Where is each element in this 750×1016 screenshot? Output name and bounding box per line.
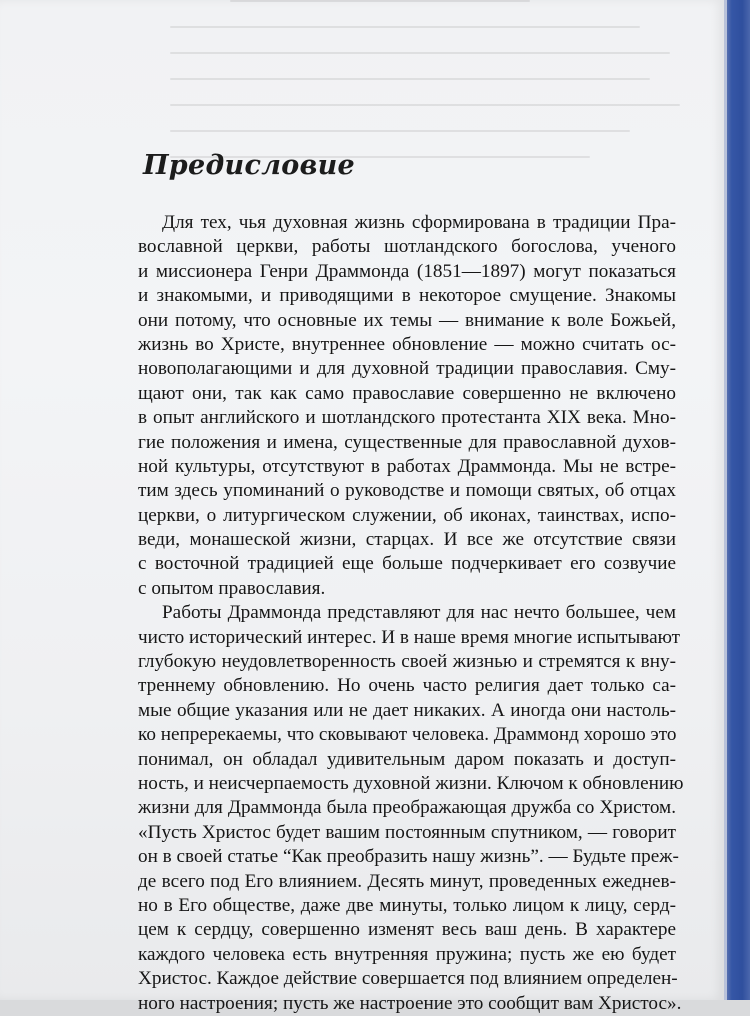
- text-line: треннему обновлению. Но очень часто религия дает только са-: [138, 675, 676, 697]
- body-text: [138, 211, 684, 1016]
- text-line: «Пусть Христос будет вашим постоянным спутником, — говорит: [138, 821, 676, 843]
- text-line: ко непререкаемы, что сковывают человека. Драммонд хорошо это: [138, 724, 677, 746]
- text-line: мые общие указания или не дает никаких. А иногда они настоль-: [138, 699, 676, 721]
- text-line: жизни для Драммонда была преображающая дружба со Христом.: [138, 797, 676, 819]
- page-heading: Предисловие: [143, 150, 356, 181]
- text-line: с восточной традицией еще больше подчеркивает его созвучие: [138, 553, 676, 575]
- text-line: гие положения и имена, существенные для православной духов-: [138, 431, 676, 453]
- text-line: но в Его обществе, даже две минуты, только лицом к лицу, серд-: [138, 894, 676, 916]
- text-line: ной культуры, отсутствуют в работах Драммонда. Мы не встре-: [138, 455, 676, 477]
- text-line: де всего под Его влиянием. Десять минут, проведенных ежеднев-: [138, 870, 676, 892]
- text-line: Для тех, чья духовная жизнь сформирована в традиции Пра-: [162, 212, 676, 233]
- text-line: жизнь во Христе, внутреннее обновление — можно считать ос-: [138, 333, 676, 355]
- text-line: глубокую неудовлетворенность своей жизнью и стремятся к вну-: [138, 651, 676, 673]
- text-line: в опыт английского и шотландского протестанта XIX века. Мно-: [138, 407, 676, 429]
- book-cover-edge: [724, 0, 750, 1000]
- text-line: веди, монашеской жизни, старцах. И все же отсутствие связи: [138, 529, 676, 551]
- text-line: тим здесь упоминаний о руководстве и помощи святых, об отцах: [138, 480, 676, 502]
- text-line: ного настроения; пусть же настроение это сообщит вам Христос».: [138, 992, 682, 1014]
- text-line: вославной церкви, работы шотландского богослова, ученого: [138, 236, 676, 258]
- text-line: новополагающими и для духовной традиции православия. Сму-: [138, 358, 676, 380]
- text-line: церкви, о литургическом служении, об иконах, таинствах, испо-: [138, 504, 676, 526]
- text-line: и знакомыми, и приводящими в некоторое смущение. Знакомы: [138, 285, 676, 307]
- text-line: Христос. Каждое действие совершается под влиянием определен-: [138, 968, 678, 990]
- text-line: каждого человека есть внутренняя пружина; пусть же ею будет: [138, 943, 676, 965]
- text-line: они потому, что основные их темы — внимание к воле Божьей,: [138, 309, 676, 331]
- text-line: он в своей статье “Как преобразить нашу жизнь”. — Будьте преж-: [138, 846, 679, 868]
- text-line: с опытом православия.: [138, 577, 326, 599]
- text-line: Работы Драммонда представляют для нас нечто большее, чем: [162, 602, 676, 624]
- text-line: цем к сердцу, совершенно изменят весь ваш день. В характере: [138, 919, 676, 941]
- text-line: и миссионера Генри Драммонда (1851—1897) могут показаться: [138, 260, 676, 282]
- text-line: щают они, так как само православие совершенно не включено: [138, 382, 676, 404]
- text-line: чисто исторический интерес. И в наше время многие испытывают: [138, 626, 681, 648]
- text-line: ность, и неисчерпаемость духовной жизни. Ключом к обновлению: [138, 772, 684, 794]
- text-line: понимал, он обладал удивительным даром показать и доступ-: [138, 748, 676, 770]
